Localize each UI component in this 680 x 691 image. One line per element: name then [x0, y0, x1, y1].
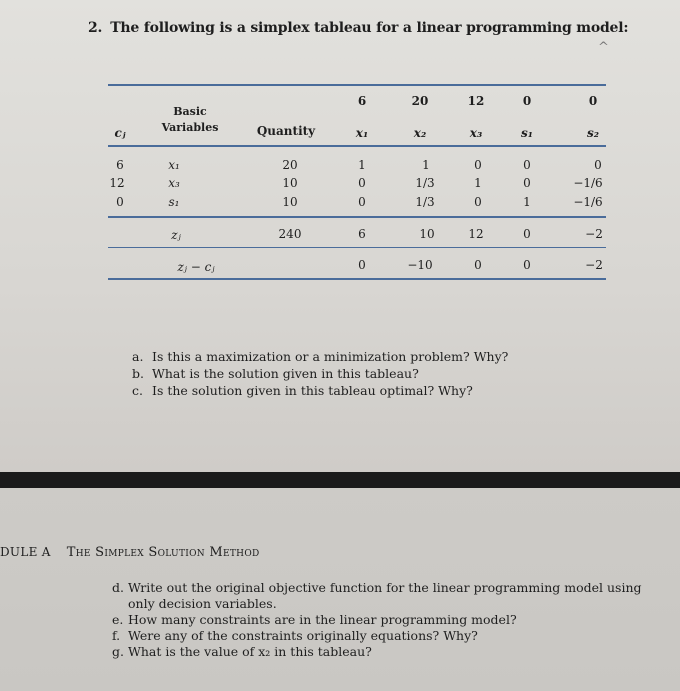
- cj-value-s1: 0: [522, 94, 532, 108]
- page-divider-band: [0, 472, 680, 488]
- problem-title: [88, 20, 628, 36]
- zj-quantity: 240: [278, 227, 302, 241]
- question-label: f.: [112, 628, 121, 643]
- cj-value-x3: 12: [467, 94, 485, 108]
- table-rule-zj: [108, 247, 606, 248]
- question-d: [112, 580, 652, 612]
- table-rule-bottom: [108, 278, 606, 280]
- question-label: c.: [132, 383, 143, 398]
- question-text: Write out the original objective function for the linear programming model using only decision variables.: [128, 580, 642, 611]
- cj-minus-zj-x2: −10: [407, 258, 433, 272]
- zj-s1: 0: [523, 227, 531, 241]
- table-row-1-cj: 6: [116, 158, 124, 172]
- zj-label: zⱼ: [171, 228, 181, 242]
- cj-minus-zj-x3: 0: [474, 258, 482, 272]
- table-row-1-s2: 0: [594, 158, 602, 172]
- table-rule-body: [108, 216, 606, 218]
- question-text: What is the value of x₂ in this tableau?: [128, 644, 372, 659]
- question-c: [132, 382, 508, 399]
- cj-value-x1: 6: [357, 94, 367, 108]
- header-s2: s₂: [586, 126, 600, 140]
- table-rule-header: [108, 145, 606, 147]
- question-label: e.: [112, 612, 124, 627]
- question-text: Were any of the constraints originally equations? Why?: [128, 628, 478, 643]
- table-row-2-x1: 0: [358, 176, 366, 190]
- pen-mark-icon: ^: [598, 40, 609, 55]
- question-list-bottom: [112, 580, 652, 660]
- module-header: [0, 545, 260, 560]
- question-label: g.: [112, 644, 124, 659]
- table-row-1-s1: 0: [523, 158, 531, 172]
- table-row-3-quantity: 10: [282, 195, 298, 209]
- zj-x2: 10: [419, 227, 435, 241]
- question-g: [112, 644, 652, 660]
- question-list-top: [132, 348, 508, 399]
- problem-statement: The following is a simplex tableau for a linear programming model:: [110, 20, 629, 36]
- header-x2: x₂: [413, 126, 427, 140]
- table-row-2-basic: x₃: [168, 176, 180, 190]
- header-x3: x₃: [469, 126, 483, 140]
- question-label: d.: [112, 580, 124, 595]
- table-row-3-s2: −1/6: [573, 195, 603, 209]
- header-s1: s₁: [520, 126, 534, 140]
- zj-s2: −2: [585, 227, 603, 241]
- module-label: DULE A: [0, 545, 51, 559]
- question-text: Is the solution given in this tableau optimal? Why?: [152, 383, 473, 398]
- problem-number: 2.: [88, 20, 103, 36]
- table-row-2-x3: 1: [474, 176, 482, 190]
- question-text: Is this a maximization or a minimization problem? Why?: [152, 349, 509, 364]
- cj-minus-zj-label: zⱼ − cⱼ: [177, 260, 215, 274]
- table-row-1-basic: x₁: [168, 158, 180, 172]
- table-row-3-x1: 0: [358, 195, 366, 209]
- zj-x1: 6: [358, 227, 366, 241]
- question-label: a.: [132, 349, 144, 364]
- question-f: [112, 628, 652, 644]
- table-row-2-s2: −1/6: [573, 176, 603, 190]
- module-title: The Simplex Solution Method: [66, 545, 260, 560]
- table-row-2-quantity: 10: [282, 176, 298, 190]
- question-a: [132, 348, 508, 365]
- table-row-1-x1: 1: [358, 158, 366, 172]
- table-row-2-cj: 12: [109, 176, 125, 190]
- table-row-3-s1: 1: [523, 195, 531, 209]
- table-row-3-cj: 0: [116, 195, 124, 209]
- question-text: What is the solution given in this tableau?: [152, 366, 419, 381]
- header-quantity: Quantity: [256, 124, 316, 138]
- table-row-3-x2: 1/3: [415, 195, 435, 209]
- cj-value-s2: 0: [588, 94, 598, 108]
- cj-value-x2: 20: [411, 94, 429, 108]
- cj-minus-zj-s2: −2: [585, 258, 603, 272]
- header-x1: x₁: [355, 126, 369, 140]
- cj-minus-zj-s1: 0: [523, 258, 531, 272]
- header-basic-line1: Basic: [173, 105, 207, 118]
- question-e: [112, 612, 652, 628]
- header-basic-variables: [162, 104, 219, 136]
- table-row-1-x2: 1: [422, 158, 430, 172]
- zj-x3: 12: [468, 227, 484, 241]
- header-basic-line2: Variables: [161, 121, 219, 134]
- cj-minus-zj-x1: 0: [358, 258, 366, 272]
- table-rule-top: [108, 84, 606, 86]
- question-text: How many constraints are in the linear programming model?: [128, 612, 517, 627]
- question-b: [132, 365, 508, 382]
- question-label: b.: [132, 366, 144, 381]
- table-row-2-x2: 1/3: [415, 176, 435, 190]
- table-row-3-basic: s₁: [168, 195, 180, 209]
- table-row-2-s1: 0: [523, 176, 531, 190]
- table-row-1-x3: 0: [474, 158, 482, 172]
- table-row-3-x3: 0: [474, 195, 482, 209]
- header-cj: cⱼ: [114, 126, 126, 140]
- table-row-1-quantity: 20: [282, 158, 298, 172]
